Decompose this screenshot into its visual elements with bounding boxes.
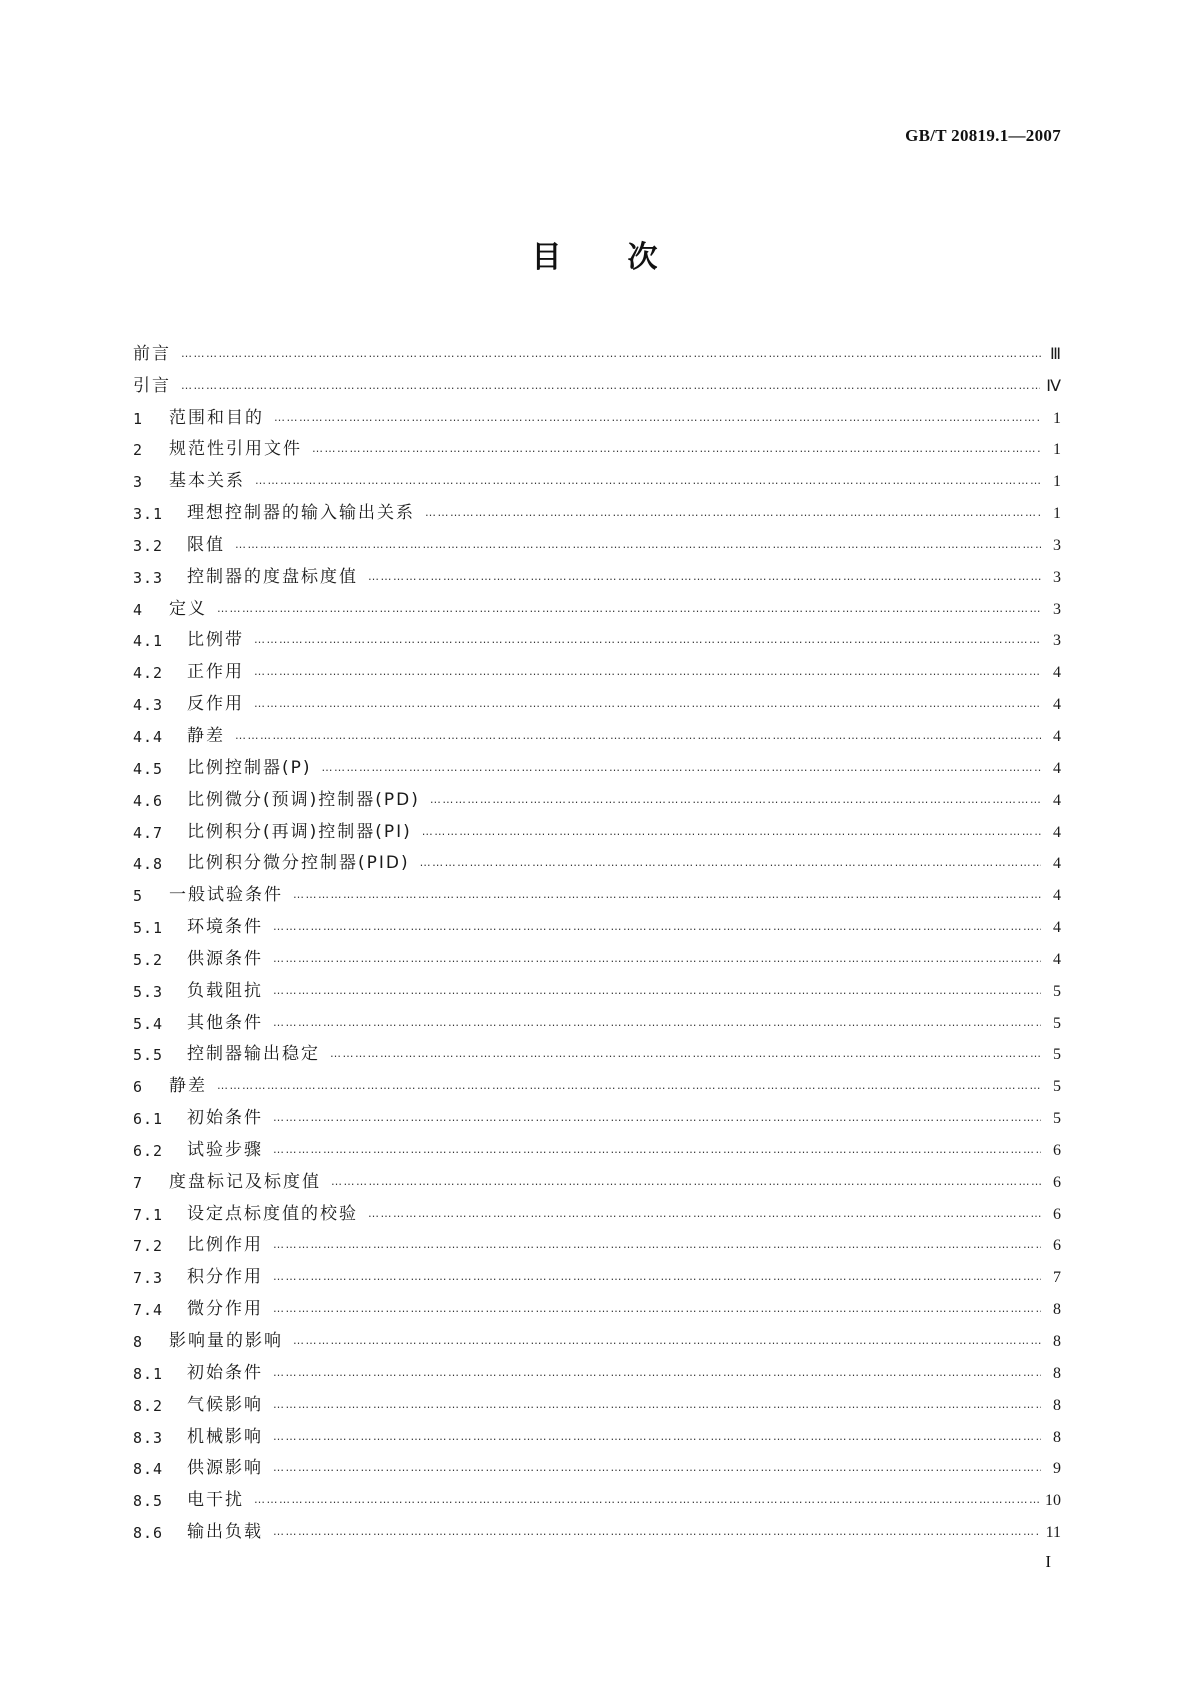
toc-entry[interactable]: [133, 1510, 1061, 1542]
toc-entry[interactable]: [133, 650, 1061, 682]
toc-entry[interactable]: [133, 491, 1061, 523]
dot-leader: [273, 1016, 1041, 1029]
toc-entry-number: 5.4: [133, 1014, 164, 1033]
toc-entry[interactable]: [133, 873, 1061, 905]
toc-entry-page: Ⅳ: [1046, 377, 1061, 395]
toc-entry-number: 5.2: [133, 950, 164, 969]
toc-entry[interactable]: [133, 1224, 1061, 1256]
toc-entry-number: 6: [133, 1078, 144, 1097]
toc-entry[interactable]: [133, 1096, 1061, 1128]
toc-entry-number: 7: [133, 1173, 144, 1192]
dot-leader: [273, 1270, 1041, 1283]
toc-entry[interactable]: [133, 1128, 1061, 1160]
toc-entry-label: 比例作用: [187, 1235, 263, 1256]
dot-leader: [217, 1079, 1041, 1092]
toc-entry[interactable]: [133, 1001, 1061, 1033]
dot-leader: [293, 888, 1041, 901]
toc-entry-label: 定义: [169, 598, 207, 619]
toc-entry-label: 初始条件: [187, 1108, 263, 1129]
toc-entry-label: 一般试验条件: [169, 885, 283, 906]
dot-leader: [254, 1493, 1039, 1506]
toc-entry-label: 影响量的影响: [169, 1331, 283, 1351]
dot-leader: [273, 1366, 1041, 1379]
toc-entry[interactable]: [133, 1192, 1061, 1224]
toc-entry-page: 4: [1053, 823, 1061, 841]
dot-leader: [430, 793, 1041, 806]
page-number: I: [1045, 1552, 1051, 1571]
toc-entry-number: 2: [133, 441, 144, 460]
toc-entry-page: 10: [1045, 1492, 1061, 1510]
table-of-contents: [133, 332, 1061, 1542]
toc-entry-label: 比例积分(再调)控制器(PI): [187, 821, 412, 842]
toc-entry-number: 4.1: [133, 632, 164, 651]
dot-leader: [181, 379, 1040, 392]
toc-entry-number: 4.7: [133, 823, 164, 842]
toc-entry-page: 4: [1053, 727, 1061, 745]
toc-entry-label: 供源条件: [187, 948, 263, 969]
toc-entry[interactable]: [133, 1255, 1061, 1287]
toc-entry-number: 4.5: [133, 759, 164, 778]
toc-entry-page: 6: [1053, 1237, 1061, 1255]
toc-entry-number: 6.1: [133, 1110, 164, 1129]
toc-entry-page: 5: [1053, 1046, 1061, 1064]
toc-entry-label: 比例积分微分控制器(PID): [187, 853, 410, 874]
dot-leader: [368, 570, 1041, 583]
toc-entry-page: 6: [1053, 1205, 1061, 1223]
document-code: GB/T 20819.1—2007: [905, 126, 1061, 145]
toc-entry-label: 静差: [187, 725, 225, 746]
toc-entry-label: 试验步骤: [187, 1139, 263, 1160]
toc-entry-page: 6: [1053, 1173, 1061, 1191]
toc-entry-label: 范围和目的: [169, 407, 264, 428]
toc-entry-page: 4: [1053, 855, 1061, 873]
toc-entry-number: 6.2: [133, 1141, 164, 1160]
toc-entry[interactable]: [133, 523, 1061, 555]
dot-leader: [322, 761, 1041, 774]
page-title: 目 次: [531, 240, 660, 275]
toc-entry-label: 环境条件: [187, 917, 263, 938]
toc-entry-number: 3.3: [133, 568, 164, 587]
toc-entry-page: 4: [1053, 759, 1061, 777]
toc-entry-label: 比例微分(预调)控制器(PD): [187, 789, 420, 810]
toc-entry-label: 基本关系: [169, 471, 245, 492]
toc-entry-number: 8.4: [133, 1460, 164, 1479]
dot-leader: [273, 1430, 1041, 1443]
toc-entry-number: 1: [133, 409, 144, 428]
toc-entry[interactable]: [133, 619, 1061, 651]
dot-leader: [181, 347, 1041, 360]
toc-entry-label: 规范性引用文件: [169, 439, 302, 460]
toc-entry-number: 4.2: [133, 664, 164, 683]
toc-entry-page: 8: [1053, 1333, 1061, 1350]
toc-entry-page: 4: [1053, 791, 1061, 809]
toc-entry[interactable]: [133, 1478, 1061, 1510]
toc-entry-page: 1: [1053, 505, 1061, 523]
toc-entry-label: 其他条件: [187, 1012, 263, 1033]
toc-entry-page: 5: [1053, 982, 1061, 1000]
toc-entry-page: 7: [1053, 1269, 1061, 1287]
toc-entry-page: 3: [1053, 600, 1061, 618]
toc-entry[interactable]: [133, 1447, 1061, 1479]
toc-entry-number: 4.4: [133, 727, 164, 746]
toc-entry-label: 控制器输出稳定: [187, 1044, 320, 1065]
toc-entry-number: 3.2: [133, 536, 164, 555]
toc-entry[interactable]: [133, 587, 1061, 619]
toc-entry-page: 6: [1053, 1141, 1061, 1159]
toc-entry-page: 3: [1053, 568, 1061, 586]
toc-entry-number: 5.5: [133, 1046, 164, 1065]
toc-entry-page: 4: [1053, 950, 1061, 968]
toc-entry-label: 输出负载: [187, 1522, 263, 1543]
dot-leader: [273, 1398, 1041, 1411]
toc-entry[interactable]: [133, 937, 1061, 969]
dot-leader: [273, 952, 1041, 965]
dot-leader: [331, 1175, 1041, 1188]
toc-entry-number: 7.1: [133, 1205, 164, 1224]
toc-entry-number: 4.3: [133, 696, 164, 715]
toc-entry-page: 5: [1053, 1078, 1061, 1096]
toc-entry-page: 9: [1053, 1460, 1061, 1478]
toc-entry[interactable]: [133, 332, 1061, 364]
toc-entry-page: 4: [1053, 664, 1061, 682]
toc-entry-label: 前言: [133, 343, 171, 364]
toc-entry[interactable]: [133, 810, 1061, 842]
toc-entry-label: 气候影响: [187, 1394, 263, 1415]
toc-entry-number: 3.1: [133, 505, 164, 524]
toc-entry-label: 积分作用: [187, 1267, 263, 1288]
toc-entry-page: 3: [1053, 536, 1061, 554]
toc-entry[interactable]: [133, 428, 1061, 460]
toc-entry-number: 5.1: [133, 919, 164, 938]
dot-leader: [420, 856, 1041, 869]
dot-leader: [273, 1143, 1041, 1156]
dot-leader: [273, 1525, 1040, 1538]
toc-entry-label: 负载阻抗: [187, 980, 263, 1001]
toc-entry-number: 8.6: [133, 1524, 164, 1543]
toc-entry-label: 限值: [187, 534, 225, 555]
toc-entry-page: 5: [1053, 1014, 1061, 1032]
toc-entry-number: 4.8: [133, 855, 164, 874]
toc-entry-label: 比例控制器(P): [187, 757, 312, 778]
dot-leader: [274, 411, 1041, 424]
toc-entry-number: 8.3: [133, 1428, 164, 1447]
toc-entry-label: 静差: [169, 1076, 207, 1097]
toc-entry[interactable]: [133, 778, 1061, 810]
dot-leader: [254, 633, 1041, 646]
dot-leader: [273, 1302, 1041, 1315]
toc-entry-page: 1: [1053, 441, 1061, 459]
toc-entry[interactable]: [133, 1383, 1061, 1415]
toc-entry-page: 4: [1053, 696, 1061, 714]
toc-entry[interactable]: [133, 1064, 1061, 1096]
toc-entry[interactable]: [133, 1415, 1061, 1447]
toc-entry-number: 8.5: [133, 1492, 164, 1511]
toc-entry[interactable]: [133, 1287, 1061, 1319]
toc-entry-page: 8: [1053, 1396, 1061, 1414]
dot-leader: [273, 920, 1041, 933]
toc-entry-page: 4: [1053, 887, 1061, 905]
toc-entry-number: 4: [133, 600, 144, 619]
toc-entry-label: 供源影响: [187, 1458, 263, 1479]
toc-entry-label: 机械影响: [187, 1426, 263, 1447]
toc-entry-number: 7.4: [133, 1301, 164, 1320]
toc-entry[interactable]: [133, 714, 1061, 746]
toc-entry-label: 初始条件: [187, 1362, 263, 1383]
toc-entry-number: 8.1: [133, 1364, 164, 1383]
toc-entry-page: 1: [1053, 473, 1061, 491]
toc-entry[interactable]: [133, 1351, 1061, 1383]
toc-entry-label: 控制器的度盘标度值: [187, 566, 358, 587]
toc-entry-page: 8: [1053, 1428, 1061, 1446]
toc-entry[interactable]: [133, 746, 1061, 778]
toc-entry-page: 4: [1053, 919, 1061, 937]
dot-leader: [293, 1334, 1041, 1347]
toc-entry-page: 11: [1045, 1524, 1061, 1542]
toc-entry[interactable]: [133, 364, 1061, 396]
toc-entry-number: 4.6: [133, 791, 164, 810]
dot-leader: [422, 825, 1041, 838]
dot-leader: [273, 1111, 1041, 1124]
toc-entry-page: 8: [1053, 1364, 1061, 1382]
dot-leader: [235, 729, 1041, 742]
toc-entry-number: 5: [133, 887, 144, 906]
toc-entry[interactable]: [133, 842, 1061, 874]
toc-entry-label: 正作用: [187, 662, 244, 683]
toc-entry-number: 8.2: [133, 1396, 164, 1415]
dot-leader: [368, 1207, 1041, 1220]
toc-entry-label: 引言: [133, 375, 171, 396]
toc-entry-page: 3: [1053, 632, 1061, 650]
toc-entry-number: 8: [133, 1333, 144, 1351]
dot-leader: [254, 665, 1041, 678]
toc-entry[interactable]: [133, 905, 1061, 937]
dot-leader: [425, 506, 1041, 519]
toc-entry-number: 5.3: [133, 982, 164, 1001]
toc-entry-label: 反作用: [187, 694, 244, 715]
toc-entry[interactable]: [133, 555, 1061, 587]
dot-leader: [273, 1461, 1041, 1474]
dot-leader: [217, 602, 1041, 615]
toc-entry[interactable]: [133, 396, 1061, 428]
toc-entry[interactable]: [133, 1160, 1061, 1192]
toc-entry-label: 微分作用: [187, 1299, 263, 1320]
toc-entry-number: 7.2: [133, 1237, 164, 1256]
toc-entry[interactable]: [133, 459, 1061, 491]
toc-entry-label: 设定点标度值的校验: [187, 1203, 358, 1224]
toc-entry-number: 3: [133, 473, 144, 492]
toc-entry-page: Ⅲ: [1049, 345, 1061, 363]
toc-entry-number: 7.3: [133, 1269, 164, 1288]
dot-leader: [273, 1238, 1041, 1251]
toc-entry-label: 电干扰: [187, 1490, 244, 1511]
dot-leader: [254, 697, 1041, 710]
toc-entry-page: 1: [1053, 409, 1061, 427]
toc-entry[interactable]: [133, 682, 1061, 714]
dot-leader: [330, 1047, 1041, 1060]
dot-leader: [255, 474, 1041, 487]
toc-entry[interactable]: [133, 969, 1061, 1001]
toc-entry-page: 8: [1053, 1301, 1061, 1319]
toc-entry-page: 5: [1053, 1110, 1061, 1128]
dot-leader: [312, 442, 1041, 455]
dot-leader: [235, 538, 1041, 551]
dot-leader: [273, 984, 1041, 997]
toc-entry[interactable]: [133, 1319, 1061, 1351]
toc-entry-label: 比例带: [187, 630, 244, 651]
toc-entry-label: 理想控制器的输入输出关系: [187, 503, 415, 524]
toc-entry-label: 度盘标记及标度值: [169, 1171, 321, 1192]
toc-entry[interactable]: [133, 1033, 1061, 1065]
